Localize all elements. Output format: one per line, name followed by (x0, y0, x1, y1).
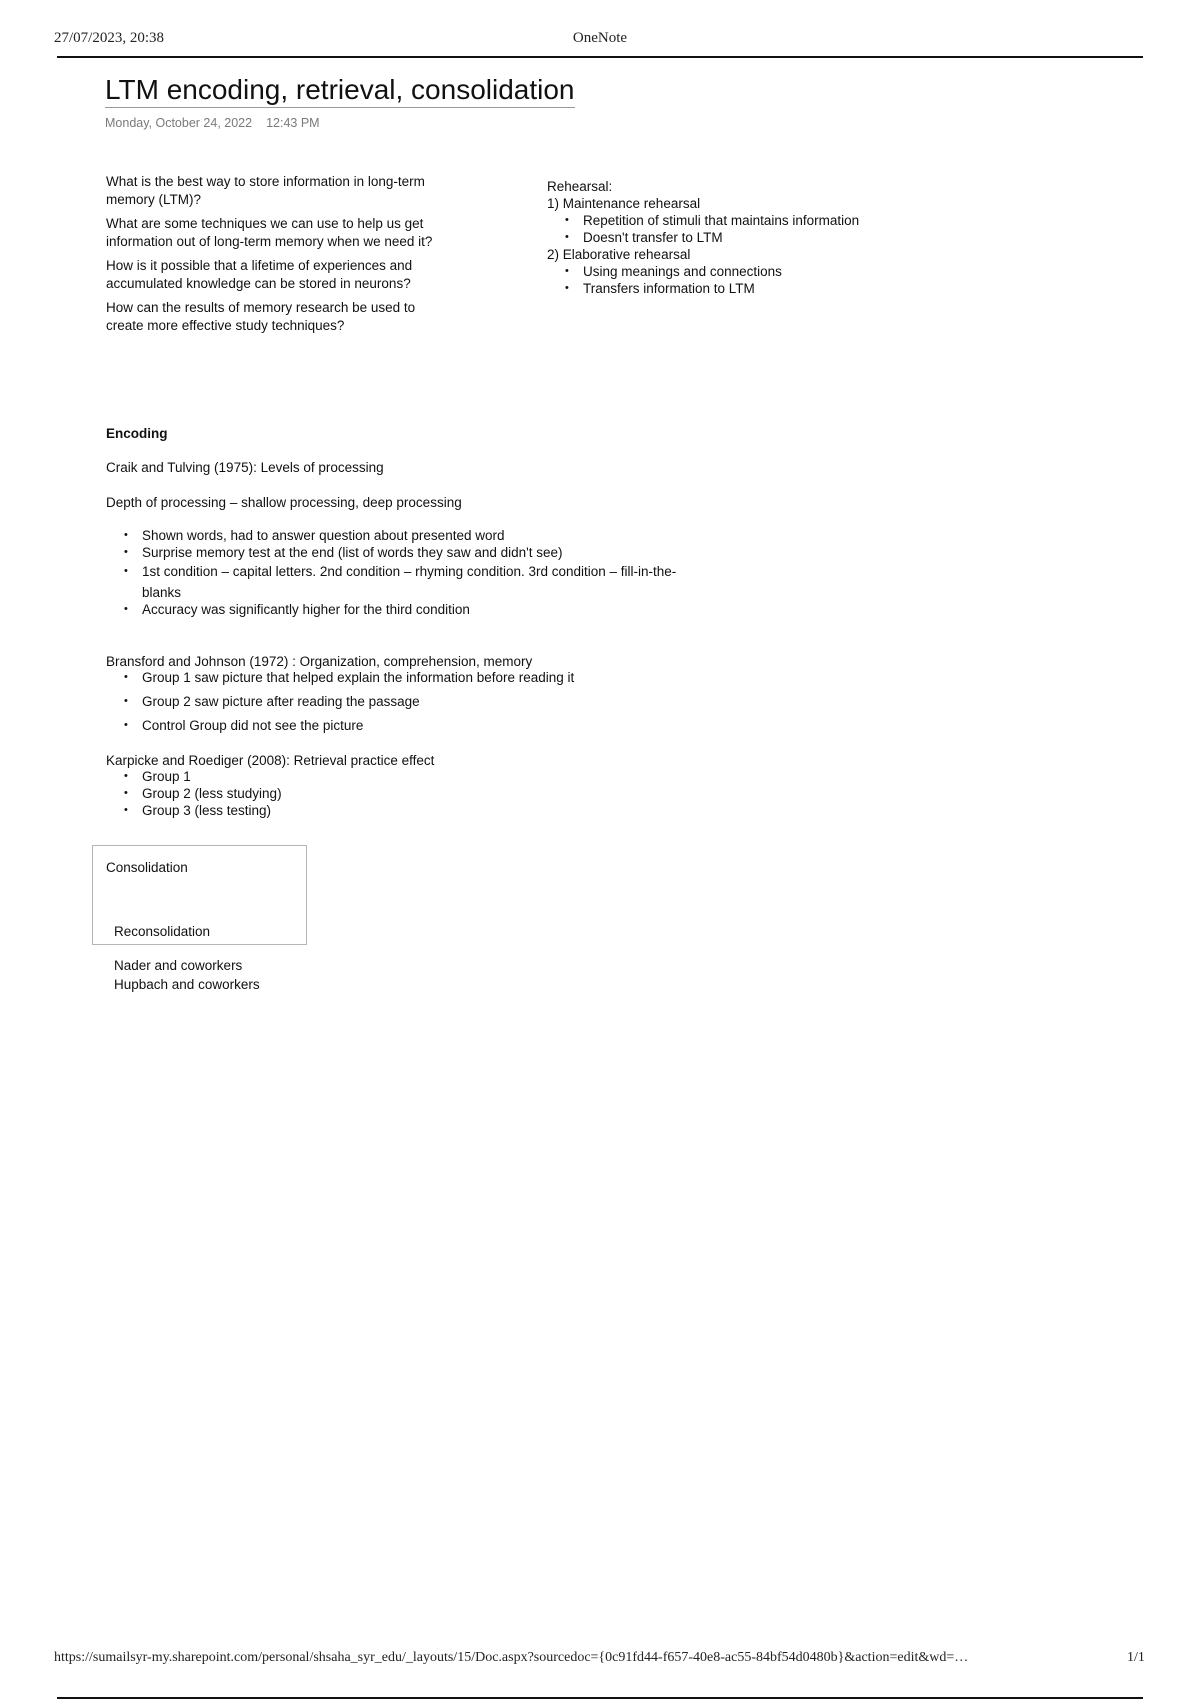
rehearsal-heading: Rehearsal: (547, 179, 613, 194)
craik-tulving: Craik and Tulving (1975): Levels of processing (106, 460, 384, 475)
page-date: Monday, October 24, 2022 (105, 116, 253, 130)
list-item: • Accuracy was significantly higher for the third condition (124, 601, 470, 618)
page-title[interactable]: LTM encoding, retrieval, consolidation (105, 74, 575, 108)
list-item: • Doesn't transfer to LTM (565, 229, 859, 246)
question-1: What is the best way to store information in long-term memory (LTM)? (106, 174, 425, 207)
list-item: • Group 3 (less testing) (124, 802, 282, 819)
list-item: • Shown words, had to answer question about presented word (124, 527, 676, 544)
list-item-continuation: blanks (142, 585, 182, 600)
maintenance-rehearsal: 1) Maintenance rehearsal (547, 196, 701, 211)
reconsolidation-label: Reconsolidation (114, 924, 211, 939)
question-4: How can the results of memory research be used to create more effective study techniques? (106, 300, 416, 333)
questions-block[interactable] (106, 173, 451, 341)
bransford-bullets (124, 669, 574, 734)
question-3: How is it possible that a lifetime of experiences and accumulated knowledge can be stored in neurons? (106, 258, 413, 291)
maintenance-bullets (565, 212, 859, 246)
page-time: 12:43 PM (266, 116, 320, 130)
print-footer-url: https://sumailsyr-my.sharepoint.com/personal/shsaha_syr_edu/_layouts/15/Doc.aspx?sourcedoc={0c91fd44-f657-40e8-ac55-84bf54d0480b}&action=edit&wd=… (54, 1650, 969, 1665)
craik-bullets-end (124, 601, 470, 618)
page-created (105, 116, 320, 130)
consolidation-label: Consolidation (106, 860, 188, 875)
question-2: What are some techniques we can use to help us get information out of long-term memory when we need it? (106, 216, 433, 249)
list-item: • Transfers information to LTM (565, 280, 782, 297)
list-item: • Group 2 saw picture after reading the passage (124, 693, 574, 710)
elaborative-bullets (565, 263, 782, 297)
karpicke-roediger: Karpicke and Roediger (2008): Retrieval practice effect (106, 753, 435, 768)
header-rule (57, 56, 1143, 58)
list-item: • Group 2 (less studying) (124, 785, 282, 802)
footer-rule (57, 1697, 1143, 1699)
print-app-name: OneNote (572, 30, 628, 46)
karpicke-bullets (124, 768, 282, 819)
list-item: • Control Group did not see the picture (124, 717, 574, 734)
nader-coworkers: Nader and coworkers (114, 958, 243, 973)
bransford-johnson: Bransford and Johnson (1972) : Organization, comprehension, memory (106, 654, 533, 669)
list-item: • Group 1 (124, 768, 282, 785)
print-date: 27/07/2023, 20:38 (54, 30, 165, 46)
print-page-number: 1/1 (1127, 1650, 1145, 1665)
list-item: • Repetition of stimuli that maintains information (565, 212, 859, 229)
list-item: • Using meanings and connections (565, 263, 782, 280)
elaborative-rehearsal: 2) Elaborative rehearsal (547, 247, 691, 262)
list-item: • Group 1 saw picture that helped explain the information before reading it (124, 669, 574, 686)
hupbach-coworkers: Hupbach and coworkers (114, 977, 260, 992)
craik-bullets (124, 527, 676, 580)
depth-of-processing: Depth of processing – shallow processing, deep processing (106, 495, 462, 510)
encoding-heading: Encoding (106, 426, 168, 441)
rehearsal-block[interactable] (547, 178, 947, 212)
list-item: • Surprise memory test at the end (list of words they saw and didn't see) (124, 544, 676, 561)
list-item: • 1st condition – capital letters. 2nd condition – rhyming condition. 3rd condition – fill-in-the- (124, 563, 676, 580)
consolidation-box[interactable] (92, 845, 307, 945)
